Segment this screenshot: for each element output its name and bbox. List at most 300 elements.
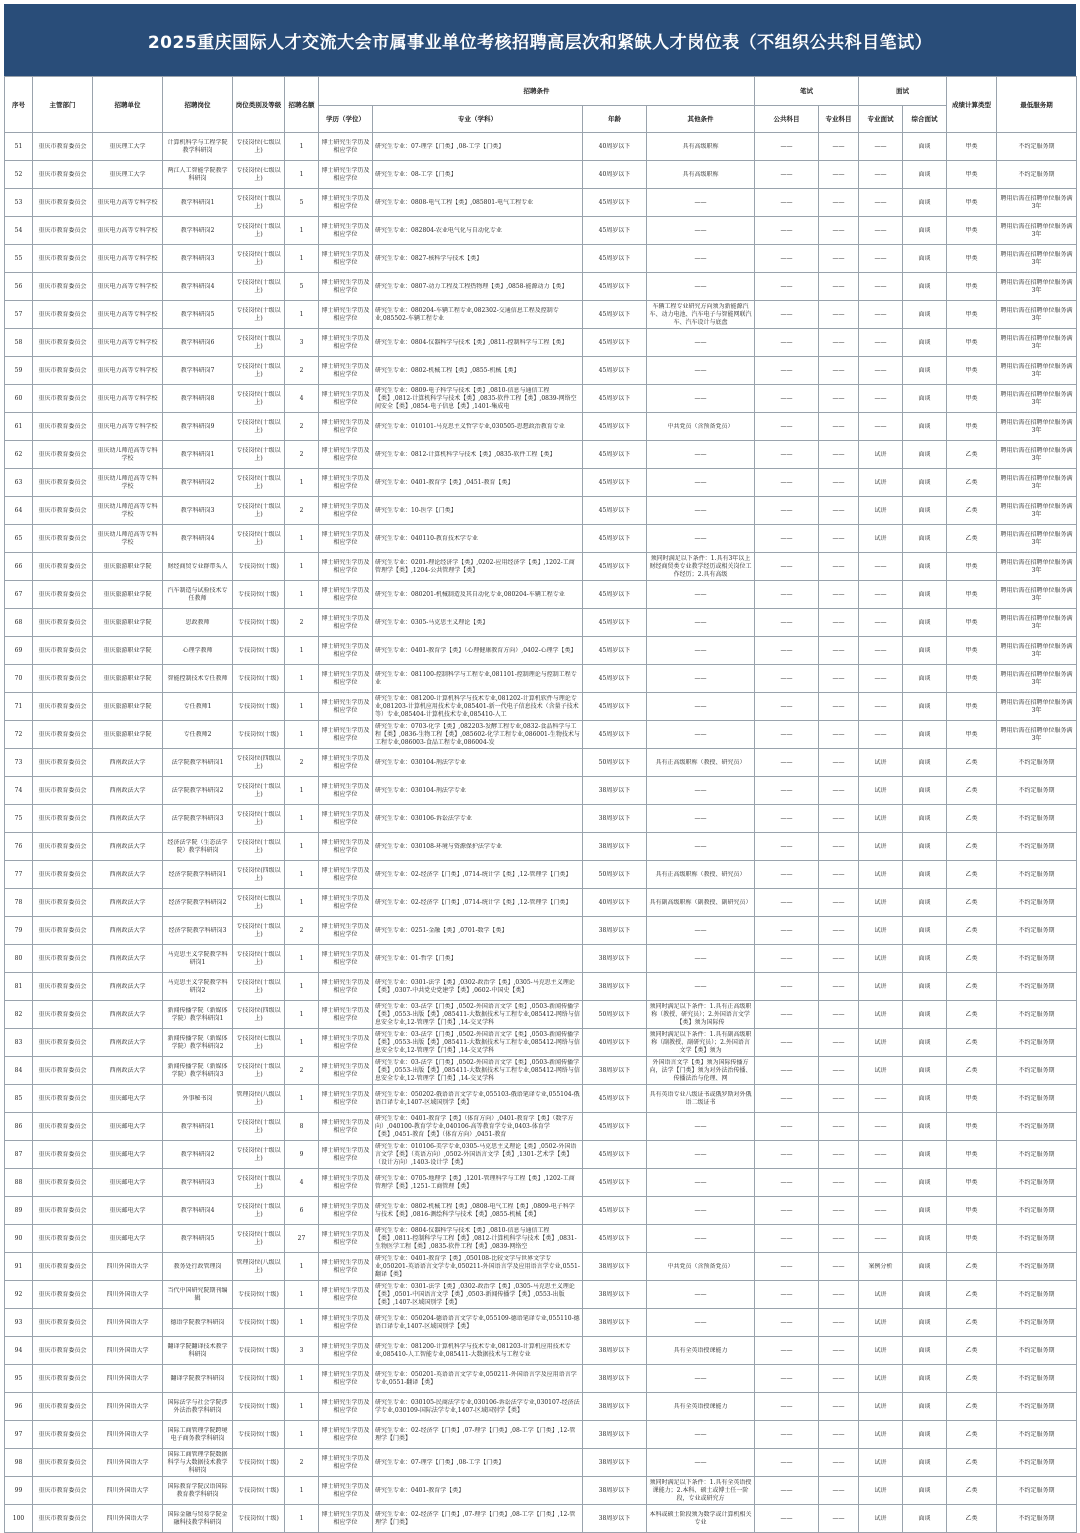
cell-text: ——	[694, 1290, 707, 1298]
cell-age	[583, 1393, 647, 1421]
cell-text: 不约定服务期	[1018, 954, 1055, 962]
cell-post	[163, 357, 233, 385]
cell-text: ——	[832, 170, 845, 178]
cell-text: ——	[832, 1010, 845, 1018]
cell-education	[319, 1505, 373, 1533]
cell-major	[373, 861, 583, 889]
cell-dept	[33, 1029, 93, 1057]
cell-text: ——	[874, 422, 887, 430]
cell-public-subject	[755, 1477, 819, 1505]
cell-text: 研究生专业：01-哲学【门类】	[375, 954, 457, 962]
cell-text: 研究生专业：0804-仪器科学与技术【类】,0811-控制科学与工程【类】	[375, 338, 568, 346]
cell-major-interview	[859, 1505, 903, 1533]
cell-other	[647, 1505, 755, 1533]
cell-text: 不约定服务期	[1018, 1458, 1055, 1466]
cell-text: 四川外国语大学	[106, 1290, 149, 1298]
cell-text: 研究生专业：040110-教育技术学专业	[375, 534, 478, 542]
cell-dept	[33, 777, 93, 805]
cell-seq	[5, 1253, 33, 1281]
cell-text: 试讲	[874, 450, 887, 458]
cell-text: 1	[299, 1038, 304, 1046]
cell-major	[373, 1253, 583, 1281]
cell-text: 重庆市教育委员会	[38, 282, 87, 290]
cell-text: 不约定服务期	[1018, 982, 1055, 990]
cell-text: 重庆市教育委员会	[38, 926, 87, 934]
cell-major-subject	[819, 889, 859, 917]
cell-text: ——	[694, 1318, 707, 1326]
cell-dept	[33, 1001, 93, 1029]
cell-seq	[5, 581, 33, 609]
cell-other	[647, 609, 755, 637]
cell-major	[373, 497, 583, 525]
cell-text: 面谈	[918, 1066, 931, 1074]
cell-age	[583, 525, 647, 553]
cell-count	[285, 721, 319, 749]
cell-age	[583, 637, 647, 665]
cell-age	[583, 161, 647, 189]
cell-other	[647, 1477, 755, 1505]
cell-major-interview	[859, 469, 903, 497]
cell-age	[583, 1225, 647, 1253]
cell-dept	[33, 553, 93, 581]
cell-text: 重庆市教育委员会	[38, 506, 87, 514]
cell-education	[319, 1309, 373, 1337]
cell-text: 研究生专业：0301-法学【类】,0302-政治学【类】,0305-马克思主义理论【类】,0307-中共党史党建学【类】,0602-中国史【类】	[375, 978, 575, 994]
cell-text: 专技岗位(十级)	[238, 646, 279, 654]
cell-public-subject	[755, 413, 819, 441]
cell-text: ——	[780, 1038, 793, 1046]
cell-text: 重庆市教育委员会	[38, 254, 87, 262]
cell-text: 专技岗位(十级)	[238, 1458, 279, 1466]
cell-text: 92	[14, 1290, 23, 1298]
cell-text: ——	[780, 730, 793, 738]
cell-seq	[5, 553, 33, 581]
cell-text: 面谈	[918, 1150, 931, 1158]
cell-count	[285, 1029, 319, 1057]
cell-text: 博士研究生学历及相应学位	[321, 1258, 370, 1274]
cell-count	[285, 1449, 319, 1477]
cell-text: 1	[299, 254, 304, 262]
cell-text: 45周岁以下	[598, 478, 631, 486]
cell-text: 1	[299, 170, 304, 178]
cell-text: ——	[780, 674, 793, 682]
table-row	[5, 861, 1077, 889]
cell-category	[233, 553, 285, 581]
cell-dept	[33, 1169, 93, 1197]
cell-text: 两江人工智能学院教学科研岗	[167, 166, 228, 182]
cell-text: ——	[780, 562, 793, 570]
cell-post	[163, 1029, 233, 1057]
cell-text: 重庆旅游职业学院	[103, 590, 152, 598]
cell-text: 3	[299, 1346, 304, 1354]
cell-text: ——	[694, 1374, 707, 1382]
cell-major-interview	[859, 917, 903, 945]
cell-major-subject	[819, 525, 859, 553]
cell-other	[647, 1169, 755, 1197]
cell-text: 聘用后需在招聘单位服务满3年	[1000, 334, 1073, 350]
cell-text: 专技岗位(十级以上)	[236, 250, 281, 266]
cell-text: 93	[14, 1318, 23, 1326]
table-row	[5, 1029, 1077, 1057]
cell-text: ——	[780, 226, 793, 234]
cell-count	[285, 1085, 319, 1113]
cell-text: 90	[14, 1234, 23, 1242]
cell-category	[233, 1393, 285, 1421]
cell-text: 乙类	[965, 1010, 978, 1018]
cell-text: 外国语言文学【类】须为国际传播方向，法学【门类】须为对外法治传播、传播法治与伦理、网	[649, 1058, 752, 1082]
cell-score-type	[947, 777, 997, 805]
cell-general-interview	[903, 1169, 947, 1197]
cell-other	[647, 1029, 755, 1057]
cell-text: ——	[874, 730, 887, 738]
cell-text: ——	[832, 1430, 845, 1438]
cell-text: 面谈	[918, 674, 931, 682]
cell-post	[163, 805, 233, 833]
cell-text: 心理学教师	[182, 646, 213, 654]
cell-count	[285, 1169, 319, 1197]
cell-dept	[33, 581, 93, 609]
cell-major	[373, 189, 583, 217]
cell-post	[163, 973, 233, 1001]
cell-major	[373, 833, 583, 861]
cell-major	[373, 441, 583, 469]
cell-major-interview	[859, 581, 903, 609]
header-interview: 面试	[859, 77, 947, 106]
cell-text: 2	[299, 1458, 304, 1466]
cell-major	[373, 1085, 583, 1113]
cell-major-subject	[819, 469, 859, 497]
cell-unit	[93, 357, 163, 385]
table-row	[5, 693, 1077, 721]
cell-dept	[33, 1393, 93, 1421]
cell-text: 不约定服务期	[1018, 1206, 1055, 1214]
cell-category	[233, 637, 285, 665]
cell-text: ——	[780, 1290, 793, 1298]
cell-text: 面谈	[918, 1402, 931, 1410]
cell-text: 重庆幼儿师范高等专科学校	[97, 530, 158, 546]
cell-text: 63	[14, 478, 23, 486]
cell-other	[647, 1393, 755, 1421]
cell-text: 专技岗位(十级)	[238, 1346, 279, 1354]
cell-other	[647, 245, 755, 273]
cell-seq	[5, 441, 33, 469]
cell-text: 乙类	[965, 1318, 978, 1326]
table-row	[5, 749, 1077, 777]
cell-count	[285, 609, 319, 637]
cell-text: 研究生专业：0812-计算机科学与技术【类】,0835-软件工程【类】	[375, 450, 556, 458]
cell-text: 博士研究生学历及相应学位	[321, 1062, 370, 1078]
cell-text: 研究生专业：080201-机械制造及其自动化专业,080204-车辆工程专业	[375, 590, 565, 598]
table-row	[5, 917, 1077, 945]
cell-text: 博士研究生学历及相应学位	[321, 390, 370, 406]
cell-count	[285, 917, 319, 945]
cell-unit	[93, 665, 163, 693]
cell-service	[997, 693, 1077, 721]
cell-count	[285, 1421, 319, 1449]
cell-text: 面谈	[918, 1234, 931, 1242]
cell-general-interview	[903, 861, 947, 889]
cell-score-type	[947, 385, 997, 413]
cell-unit	[93, 1477, 163, 1505]
cell-post	[163, 1505, 233, 1533]
cell-text: 新闻传播学院（新媒体学院）教学科研岗2	[167, 1034, 228, 1050]
cell-text: 博士研究生学历及相应学位	[321, 1426, 370, 1442]
cell-text: ——	[780, 898, 793, 906]
cell-score-type	[947, 525, 997, 553]
cell-category	[233, 189, 285, 217]
cell-text: 专技岗位(十级以上)	[236, 418, 281, 434]
cell-text: 重庆市教育委员会	[38, 1374, 87, 1382]
cell-text: 甲类	[965, 1206, 978, 1214]
cell-post	[163, 1057, 233, 1085]
cell-public-subject	[755, 1029, 819, 1057]
cell-text: 研究生专业：07-理学【门类】,08-工学【门类】	[375, 1458, 505, 1466]
cell-text: 新闻传播学院（新媒体学院）教学科研岗1	[167, 1006, 228, 1022]
cell-text: 教学科研岗4	[180, 1206, 215, 1214]
cell-text: 重庆邮电大学	[109, 1094, 146, 1102]
cell-education	[319, 721, 373, 749]
cell-other	[647, 553, 755, 581]
cell-age	[583, 945, 647, 973]
cell-text: 8	[299, 1122, 304, 1130]
cell-other	[647, 1365, 755, 1393]
cell-general-interview	[903, 525, 947, 553]
cell-score-type	[947, 161, 997, 189]
cell-text: ——	[780, 1514, 793, 1522]
cell-dept	[33, 861, 93, 889]
cell-count	[285, 301, 319, 329]
cell-text: ——	[832, 562, 845, 570]
cell-text: 65	[14, 534, 23, 542]
cell-category	[233, 385, 285, 413]
cell-count	[285, 581, 319, 609]
cell-text: ——	[694, 1458, 707, 1466]
cell-text: 面谈	[918, 1206, 931, 1214]
cell-text: 试讲	[874, 478, 887, 486]
cell-text: ——	[780, 814, 793, 822]
cell-service	[997, 553, 1077, 581]
cell-unit	[93, 273, 163, 301]
cell-dept	[33, 329, 93, 357]
cell-text: 研究生专业：02-经济学【门类】,07-理学【门类】,08-工学【门类】,12-管理学【门类】	[375, 1510, 576, 1526]
cell-score-type	[947, 553, 997, 581]
cell-other	[647, 945, 755, 973]
cell-major	[373, 161, 583, 189]
cell-text: 试讲	[874, 842, 887, 850]
cell-text: 重庆邮电大学	[109, 1206, 146, 1214]
cell-public-subject	[755, 1085, 819, 1113]
cell-public-subject	[755, 1281, 819, 1309]
cell-text: 专技岗位(十级以上)	[236, 1146, 281, 1162]
cell-score-type	[947, 1001, 997, 1029]
cell-seq	[5, 245, 33, 273]
cell-text: ——	[832, 730, 845, 738]
table-row	[5, 1505, 1077, 1533]
cell-unit	[93, 945, 163, 973]
cell-text: ——	[832, 450, 845, 458]
cell-general-interview	[903, 1477, 947, 1505]
cell-count	[285, 777, 319, 805]
cell-text: ——	[832, 842, 845, 850]
cell-unit	[93, 469, 163, 497]
cell-service	[997, 1169, 1077, 1197]
cell-text: 89	[14, 1206, 23, 1214]
cell-text: 须同时满足以下条件：1.具有副高级职称（副教授、副研究员）；2.外国语言文学【类】须为	[649, 1030, 752, 1054]
cell-text: 重庆理工大学	[109, 170, 146, 178]
cell-service	[997, 217, 1077, 245]
cell-text: 1	[299, 898, 304, 906]
cell-text: 博士研究生学历及相应学位	[321, 810, 370, 826]
cell-service	[997, 1505, 1077, 1533]
cell-text: 38周岁以下	[598, 1318, 631, 1326]
cell-category	[233, 1365, 285, 1393]
cell-category	[233, 161, 285, 189]
cell-public-subject	[755, 1141, 819, 1169]
cell-text: 重庆幼儿师范高等专科学校	[97, 446, 158, 462]
cell-score-type	[947, 833, 997, 861]
cell-text: 试讲	[874, 1066, 887, 1074]
cell-text: 重庆电力高等专科学校	[97, 394, 158, 402]
cell-text: 2	[299, 450, 304, 458]
cell-general-interview	[903, 1393, 947, 1421]
cell-age	[583, 1477, 647, 1505]
cell-text: 研究生专业：050202-俄语语言文学专业,055103-俄语笔译专业,055104-俄语口译专业,1407-区域国别学【类】	[375, 1090, 580, 1106]
cell-text: ——	[694, 1234, 707, 1242]
cell-text: 四川外国语大学	[106, 1318, 149, 1326]
cell-text: 面谈	[918, 898, 931, 906]
cell-major-interview	[859, 525, 903, 553]
cell-general-interview	[903, 1001, 947, 1029]
cell-public-subject	[755, 1337, 819, 1365]
cell-text: 甲类	[965, 562, 978, 570]
cell-age	[583, 329, 647, 357]
cell-text: 乙类	[965, 1514, 978, 1522]
cell-major-interview	[859, 665, 903, 693]
cell-text: ——	[832, 1150, 845, 1158]
cell-text: 聘用后需在招聘单位服务满3年	[1000, 614, 1073, 630]
cell-text: 不约定服务期	[1018, 1038, 1055, 1046]
cell-major-interview	[859, 161, 903, 189]
cell-dept	[33, 357, 93, 385]
cell-text: 博士研究生学历及相应学位	[321, 866, 370, 882]
header-written: 笔试	[755, 77, 859, 106]
cell-major-interview	[859, 1393, 903, 1421]
cell-age	[583, 1281, 647, 1309]
cell-major-interview	[859, 1421, 903, 1449]
cell-text: 研究生专业：0807-动力工程及工程热物理【类】,0858-能源动力【类】	[375, 282, 568, 290]
cell-public-subject	[755, 1505, 819, 1533]
cell-text: 四川外国语大学	[106, 1514, 149, 1522]
cell-category	[233, 805, 285, 833]
cell-seq	[5, 805, 33, 833]
cell-text: 试讲	[874, 1290, 887, 1298]
cell-seq	[5, 749, 33, 777]
cell-text: 重庆市教育委员会	[38, 674, 87, 682]
cell-text: ——	[832, 618, 845, 626]
cell-text: 试讲	[874, 1402, 887, 1410]
cell-count	[285, 1001, 319, 1029]
cell-unit	[93, 833, 163, 861]
header-dept: 主管部门	[33, 77, 93, 133]
cell-age	[583, 1113, 647, 1141]
cell-major-subject	[819, 1393, 859, 1421]
cell-score-type	[947, 1057, 997, 1085]
cell-text: 3	[299, 338, 304, 346]
cell-text: ——	[832, 590, 845, 598]
cell-text: 76	[14, 842, 23, 850]
cell-text: 重庆市教育委员会	[38, 310, 87, 318]
cell-text: 西南政法大学	[109, 926, 146, 934]
header-general-interview: 综合面试	[903, 106, 947, 133]
cell-text: 38周岁以下	[598, 842, 631, 850]
cell-major-subject	[819, 1029, 859, 1057]
cell-major-interview	[859, 189, 903, 217]
cell-text: 80	[14, 954, 23, 962]
cell-education	[319, 945, 373, 973]
cell-major-subject	[819, 1197, 859, 1225]
cell-major-interview	[859, 1113, 903, 1141]
cell-unit	[93, 1365, 163, 1393]
cell-text: ——	[780, 590, 793, 598]
cell-score-type	[947, 1253, 997, 1281]
cell-seq	[5, 1477, 33, 1505]
cell-text: 重庆市教育委员会	[38, 1402, 87, 1410]
cell-text: 面谈	[918, 870, 931, 878]
cell-education	[319, 1169, 373, 1197]
cell-text: 75	[14, 814, 23, 822]
cell-category	[233, 833, 285, 861]
cell-public-subject	[755, 749, 819, 777]
cell-text: 研究生专业：0201-理论经济学【类】,0202-应用经济学【类】,1202-工商管理学【类】,1204-公共管理学【类】	[375, 558, 575, 574]
cell-text: 重庆市教育委员会	[38, 1094, 87, 1102]
cell-major-subject	[819, 1253, 859, 1281]
cell-major-interview	[859, 805, 903, 833]
cell-text: 乙类	[965, 1374, 978, 1382]
cell-dept	[33, 217, 93, 245]
cell-text: 甲类	[965, 338, 978, 346]
cell-service	[997, 1281, 1077, 1309]
cell-text: 不约定服务期	[1018, 1150, 1055, 1158]
cell-dept	[33, 441, 93, 469]
cell-public-subject	[755, 609, 819, 637]
cell-other	[647, 917, 755, 945]
cell-text: 重庆市教育委员会	[38, 1150, 87, 1158]
cell-text: 重庆市教育委员会	[38, 814, 87, 822]
cell-text: 国际工商管理学院跨境电子商务教学科研岗	[167, 1426, 228, 1442]
cell-other	[647, 525, 755, 553]
cell-text: ——	[694, 926, 707, 934]
cell-text: 重庆市教育委员会	[38, 982, 87, 990]
cell-count	[285, 1253, 319, 1281]
cell-text: 40周岁以下	[598, 142, 631, 150]
cell-post	[163, 329, 233, 357]
cell-text: 面谈	[918, 478, 931, 486]
cell-public-subject	[755, 385, 819, 413]
cell-public-subject	[755, 329, 819, 357]
cell-text: 中共党员（含预备党员）	[667, 1262, 734, 1270]
cell-text: 教学科研岗5	[180, 310, 215, 318]
cell-text: 研究生专业：0401-教育学【类】（体育方向）,0401-教育学【类】（数学方向）,040100-教育学专业,040106-高等教育学专业,0403-体育学【类】,0451-教育【类】（体育方向）,0451-教育	[375, 1114, 574, 1138]
cell-major-interview	[859, 1309, 903, 1337]
cell-text: 博士研究生学历及相应学位	[321, 1370, 370, 1386]
cell-post	[163, 693, 233, 721]
cell-post	[163, 1309, 233, 1337]
cell-text: 面谈	[918, 562, 931, 570]
cell-score-type	[947, 1477, 997, 1505]
cell-text: ——	[780, 618, 793, 626]
cell-age	[583, 665, 647, 693]
cell-count	[285, 1057, 319, 1085]
